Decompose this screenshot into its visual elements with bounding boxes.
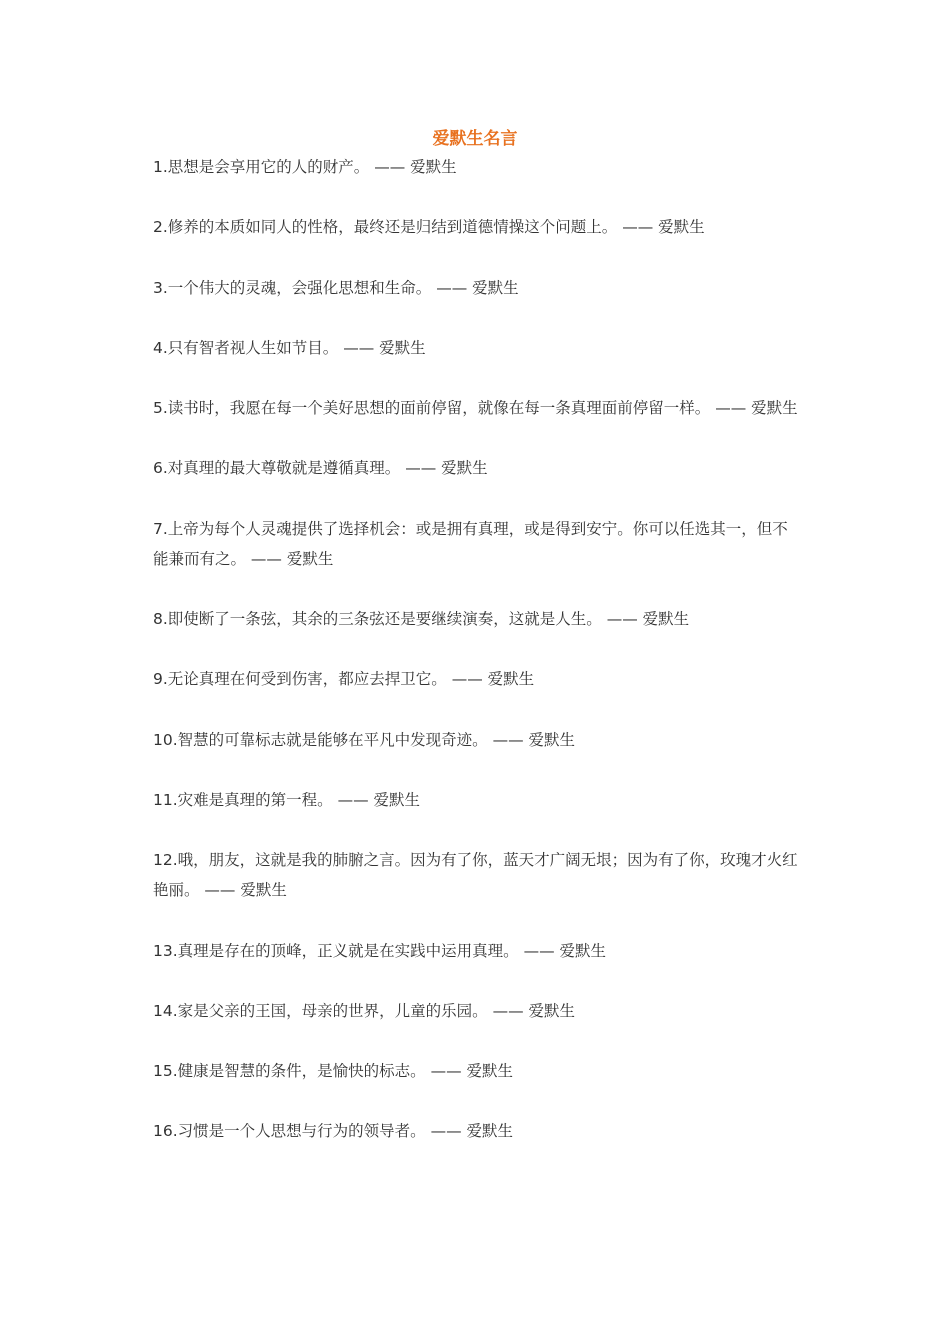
quote-item: 7.上帝为每个人灵魂提供了选择机会：或是拥有真理，或是得到安宁。你可以任选其一，但不能兼而有之。 —— 爱默生 <box>153 519 788 568</box>
quote-item: 10.智慧的可靠标志就是能够在平凡中发现奇迹。 —— 爱默生 <box>153 730 576 749</box>
quote-item: 6.对真理的最大尊敬就是遵循真理。 —— 爱默生 <box>153 459 488 478</box>
document-title: 爱默生名言 <box>432 129 518 149</box>
quote-item: 12.哦，朋友，这就是我的肺腑之言。因为有了你，蓝天才广阔无垠；因为有了你，玫瑰才火红艳丽。 —— 爱默生 <box>153 851 798 900</box>
quote-item: 14.家是父亲的王国，母亲的世界，儿童的乐园。 —— 爱默生 <box>153 1001 576 1020</box>
quote-item: 13.真理是存在的顶峰，正义就是在实践中运用真理。 —— 爱默生 <box>153 941 607 960</box>
quote-item: 8.即使断了一条弦，其余的三条弦还是要继续演奏，这就是人生。 —— 爱默生 <box>153 610 690 629</box>
quote-list <box>153 152 803 1177</box>
quote-item: 5.读书时，我愿在每一个美好思想的面前停留，就像在每一条真理面前停留一样。 —— 爱默生 <box>153 399 798 418</box>
quote-item: 4.只有智者视人生如节目。 —— 爱默生 <box>153 338 426 357</box>
quote-item: 3.一个伟大的灵魂，会强化思想和生命。 —— 爱默生 <box>153 278 519 297</box>
quote-item: 1.思想是会享用它的人的财产。 —— 爱默生 <box>153 158 457 176</box>
quote-item: 16.习惯是一个人思想与行为的领导者。 —— 爱默生 <box>153 1122 514 1141</box>
quote-item: 15.健康是智慧的条件，是愉快的标志。 —— 爱默生 <box>153 1062 514 1081</box>
quote-item: 9.无论真理在何受到伤害，都应去捍卫它。 —— 爱默生 <box>153 670 535 689</box>
quote-item: 2.修养的本质如同人的性格，最终还是归结到道德情操这个问题上。 —— 爱默生 <box>153 218 705 237</box>
quote-item: 11.灾难是真理的第一程。 —— 爱默生 <box>153 790 421 809</box>
